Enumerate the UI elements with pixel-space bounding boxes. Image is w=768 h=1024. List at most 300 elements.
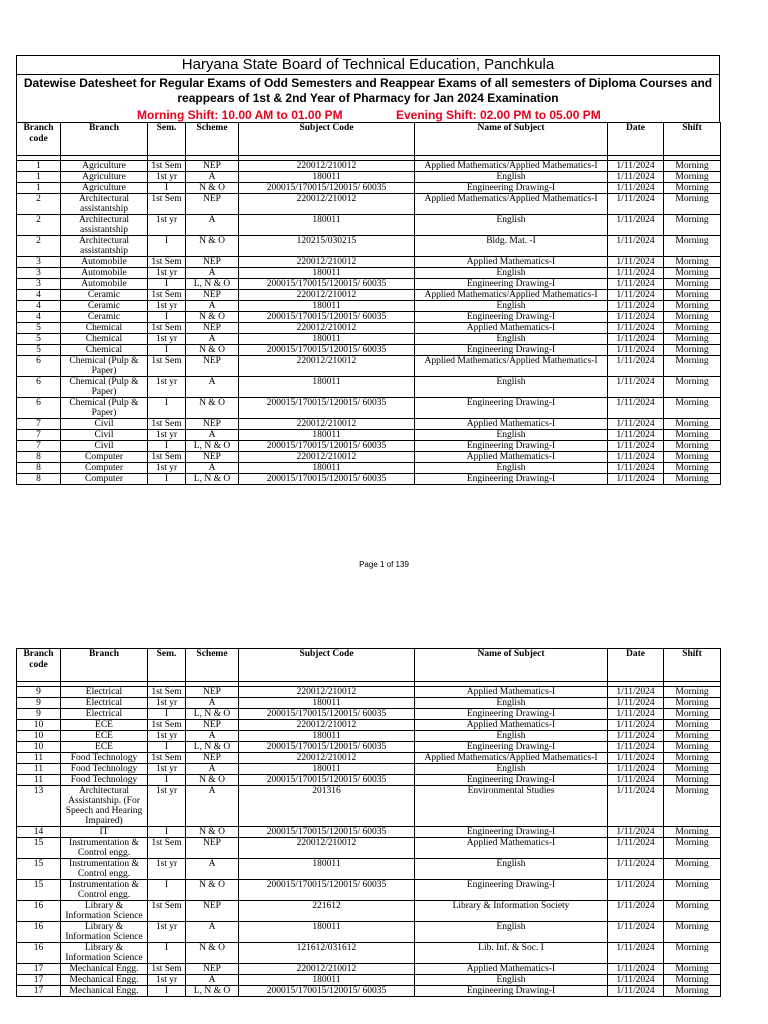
table-row	[17, 975, 721, 986]
cell-shift: Morning	[664, 720, 721, 731]
col-subject-code: Subject Code	[239, 649, 415, 682]
cell-subject-name: Applied Mathematics-I	[415, 257, 608, 268]
cell-subject-name: Library & Information Society	[415, 901, 608, 922]
cell-date: 1/11/2024	[608, 183, 664, 194]
cell-sem: I	[148, 742, 186, 753]
cell-shift: Morning	[664, 859, 721, 880]
cell-sem: I	[148, 775, 186, 786]
cell-branch-code: 11	[17, 753, 61, 764]
cell-date: 1/11/2024	[608, 301, 664, 312]
cell-subject-name: Engineering Drawing-I	[415, 827, 608, 838]
cell-branch-code: 16	[17, 922, 61, 943]
cell-sem: I	[148, 827, 186, 838]
cell-scheme: L, N & O	[186, 986, 239, 997]
cell-shift: Morning	[664, 377, 721, 398]
cell-sem: 1st yr	[148, 215, 186, 236]
table-row	[17, 430, 721, 441]
cell-subject-code: 180011	[239, 430, 415, 441]
cell-date: 1/11/2024	[608, 268, 664, 279]
table-row	[17, 194, 721, 215]
cell-branch: Civil	[61, 441, 148, 452]
cell-subject-name: English	[415, 172, 608, 183]
cell-sem: 1st yr	[148, 731, 186, 742]
cell-subject-code: 220012/210012	[239, 356, 415, 377]
cell-date: 1/11/2024	[608, 709, 664, 720]
cell-shift: Morning	[664, 183, 721, 194]
cell-date: 1/11/2024	[608, 731, 664, 742]
cell-branch-code: 9	[17, 698, 61, 709]
cell-branch: Automobile	[61, 279, 148, 290]
cell-shift: Morning	[664, 323, 721, 334]
cell-scheme: NEP	[186, 687, 239, 698]
cell-branch-code: 2	[17, 236, 61, 257]
cell-branch: Chemical (Pulp & Paper)	[61, 356, 148, 377]
cell-date: 1/11/2024	[608, 215, 664, 236]
cell-subject-code: 180011	[239, 764, 415, 775]
cell-sem: 1st yr	[148, 377, 186, 398]
cell-subject-name: English	[415, 463, 608, 474]
cell-branch: Library & Information Science	[61, 901, 148, 922]
col-sem: Sem.	[148, 649, 186, 682]
cell-scheme: L, N & O	[186, 709, 239, 720]
cell-branch-code: 4	[17, 312, 61, 323]
table-row	[17, 986, 721, 997]
cell-sem: I	[148, 943, 186, 964]
cell-branch: Electrical	[61, 687, 148, 698]
table-row	[17, 323, 721, 334]
cell-scheme: A	[186, 463, 239, 474]
cell-subject-name: English	[415, 377, 608, 398]
cell-subject-code: 180011	[239, 377, 415, 398]
table-row	[17, 377, 721, 398]
cell-branch: ECE	[61, 720, 148, 731]
cell-shift: Morning	[664, 419, 721, 430]
cell-branch: Mechanical Engg.	[61, 986, 148, 997]
cell-scheme: A	[186, 172, 239, 183]
cell-date: 1/11/2024	[608, 194, 664, 215]
cell-branch: IT	[61, 827, 148, 838]
cell-subject-name: Engineering Drawing-I	[415, 742, 608, 753]
cell-date: 1/11/2024	[608, 986, 664, 997]
cell-subject-code: 180011	[239, 731, 415, 742]
cell-shift: Morning	[664, 398, 721, 419]
cell-shift: Morning	[664, 236, 721, 257]
cell-scheme: N & O	[186, 827, 239, 838]
cell-subject-code: 201316	[239, 786, 415, 827]
cell-shift: Morning	[664, 474, 721, 485]
cell-date: 1/11/2024	[608, 441, 664, 452]
cell-date: 1/11/2024	[608, 880, 664, 901]
cell-date: 1/11/2024	[608, 975, 664, 986]
cell-shift: Morning	[664, 441, 721, 452]
cell-sem: 1st Sem	[148, 901, 186, 922]
cell-branch-code: 2	[17, 215, 61, 236]
cell-subject-name: Engineering Drawing-I	[415, 312, 608, 323]
cell-sem: 1st yr	[148, 975, 186, 986]
table-row	[17, 720, 721, 731]
cell-shift: Morning	[664, 194, 721, 215]
cell-shift: Morning	[664, 975, 721, 986]
cell-shift: Morning	[664, 786, 721, 827]
cell-branch: Electrical	[61, 698, 148, 709]
cell-subject-code: 220012/210012	[239, 720, 415, 731]
cell-subject-name: Applied Mathematics-I	[415, 720, 608, 731]
cell-scheme: A	[186, 301, 239, 312]
cell-subject-name: Applied Mathematics-I	[415, 419, 608, 430]
datesheet-page-1	[16, 55, 720, 485]
cell-sem: 1st Sem	[148, 753, 186, 764]
cell-shift: Morning	[664, 922, 721, 943]
datesheet-subtitle: Datewise Datesheet for Regular Exams of Odd Semesters and Reappear Exams of all semesters of Diploma Courses and reappears of 1st & 2nd Year of Pharmacy for Jan 2024 Examination	[16, 74, 720, 108]
cell-branch-code: 3	[17, 279, 61, 290]
cell-scheme: N & O	[186, 236, 239, 257]
cell-scheme: N & O	[186, 880, 239, 901]
cell-subject-name: Environmental Studies	[415, 786, 608, 827]
cell-sem: 1st Sem	[148, 161, 186, 172]
cell-branch-code: 15	[17, 859, 61, 880]
table-row	[17, 356, 721, 377]
cell-shift: Morning	[664, 709, 721, 720]
cell-subject-code: 220012/210012	[239, 161, 415, 172]
cell-sem: 1st Sem	[148, 838, 186, 859]
cell-sem: 1st yr	[148, 786, 186, 827]
cell-shift: Morning	[664, 172, 721, 183]
cell-sem: 1st Sem	[148, 964, 186, 975]
cell-date: 1/11/2024	[608, 901, 664, 922]
cell-scheme: NEP	[186, 290, 239, 301]
cell-date: 1/11/2024	[608, 398, 664, 419]
table-row	[17, 709, 721, 720]
cell-subject-code: 200015/170015/120015/ 60035	[239, 742, 415, 753]
cell-subject-code: 200015/170015/120015/ 60035	[239, 880, 415, 901]
col-scheme: Scheme	[186, 123, 239, 156]
cell-subject-code: 180011	[239, 301, 415, 312]
cell-subject-code: 220012/210012	[239, 323, 415, 334]
cell-date: 1/11/2024	[608, 943, 664, 964]
cell-branch-code: 5	[17, 345, 61, 356]
table-row	[17, 257, 721, 268]
cell-scheme: A	[186, 430, 239, 441]
cell-subject-name: Applied Mathematics-I	[415, 452, 608, 463]
cell-date: 1/11/2024	[608, 753, 664, 764]
cell-shift: Morning	[664, 279, 721, 290]
cell-branch-code: 9	[17, 687, 61, 698]
cell-shift: Morning	[664, 964, 721, 975]
cell-sem: I	[148, 345, 186, 356]
cell-shift: Morning	[664, 880, 721, 901]
cell-date: 1/11/2024	[608, 786, 664, 827]
cell-sem: I	[148, 474, 186, 485]
cell-branch: Chemical	[61, 323, 148, 334]
datesheet-page-2	[16, 648, 720, 997]
cell-date: 1/11/2024	[608, 430, 664, 441]
cell-shift: Morning	[664, 943, 721, 964]
cell-branch: Library & Information Science	[61, 922, 148, 943]
cell-branch: Automobile	[61, 268, 148, 279]
cell-sem: I	[148, 709, 186, 720]
cell-shift: Morning	[664, 731, 721, 742]
cell-sem: 1st Sem	[148, 720, 186, 731]
table-row	[17, 786, 721, 827]
cell-branch-code: 4	[17, 301, 61, 312]
cell-branch-code: 8	[17, 452, 61, 463]
col-subject-name: Name of Subject	[415, 123, 608, 156]
table-row	[17, 901, 721, 922]
cell-subject-name: Applied Mathematics/Applied Mathematics-I	[415, 753, 608, 764]
cell-subject-name: English	[415, 698, 608, 709]
cell-subject-name: Engineering Drawing-I	[415, 986, 608, 997]
cell-subject-name: Engineering Drawing-I	[415, 880, 608, 901]
cell-shift: Morning	[664, 838, 721, 859]
cell-subject-code: 200015/170015/120015/ 60035	[239, 827, 415, 838]
cell-branch: Library & Information Science	[61, 943, 148, 964]
cell-branch: Computer	[61, 474, 148, 485]
cell-branch: Automobile	[61, 257, 148, 268]
cell-branch-code: 3	[17, 268, 61, 279]
cell-branch: Ceramic	[61, 312, 148, 323]
col-branch-code: Branch code	[17, 649, 61, 682]
cell-subject-code: 200015/170015/120015/ 60035	[239, 279, 415, 290]
cell-subject-name: Engineering Drawing-I	[415, 398, 608, 419]
cell-scheme: A	[186, 268, 239, 279]
cell-scheme: N & O	[186, 398, 239, 419]
cell-subject-name: Applied Mathematics/Applied Mathematics-I	[415, 290, 608, 301]
cell-subject-code: 200015/170015/120015/ 60035	[239, 312, 415, 323]
cell-subject-code: 221612	[239, 901, 415, 922]
cell-branch-code: 17	[17, 986, 61, 997]
cell-date: 1/11/2024	[608, 742, 664, 753]
cell-subject-code: 200015/170015/120015/ 60035	[239, 441, 415, 452]
cell-sem: 1st Sem	[148, 194, 186, 215]
table-row	[17, 698, 721, 709]
col-subject-name: Name of Subject	[415, 649, 608, 682]
col-branch: Branch	[61, 123, 148, 156]
cell-branch-code: 8	[17, 474, 61, 485]
cell-scheme: N & O	[186, 312, 239, 323]
shift-timings	[16, 108, 720, 122]
cell-subject-name: Bldg. Mat. -I	[415, 236, 608, 257]
cell-shift: Morning	[664, 986, 721, 997]
table-row	[17, 775, 721, 786]
cell-subject-name: Applied Mathematics/Applied Mathematics-I	[415, 194, 608, 215]
datesheet-table-2	[16, 648, 721, 997]
table-row	[17, 398, 721, 419]
cell-subject-code: 180011	[239, 268, 415, 279]
cell-scheme: A	[186, 764, 239, 775]
table-row	[17, 183, 721, 194]
table-row	[17, 943, 721, 964]
cell-shift: Morning	[664, 215, 721, 236]
cell-subject-code: 180011	[239, 698, 415, 709]
table-row	[17, 290, 721, 301]
cell-shift: Morning	[664, 430, 721, 441]
cell-scheme: A	[186, 922, 239, 943]
cell-branch: Chemical	[61, 334, 148, 345]
cell-date: 1/11/2024	[608, 463, 664, 474]
cell-branch-code: 7	[17, 419, 61, 430]
cell-subject-name: English	[415, 922, 608, 943]
table-row	[17, 880, 721, 901]
cell-branch: Agriculture	[61, 172, 148, 183]
cell-scheme: N & O	[186, 943, 239, 964]
cell-sem: 1st yr	[148, 301, 186, 312]
cell-sem: 1st Sem	[148, 257, 186, 268]
cell-date: 1/11/2024	[608, 279, 664, 290]
cell-scheme: NEP	[186, 964, 239, 975]
col-shift: Shift	[664, 123, 721, 156]
cell-date: 1/11/2024	[608, 290, 664, 301]
cell-branch-code: 1	[17, 161, 61, 172]
table-row	[17, 161, 721, 172]
cell-scheme: A	[186, 377, 239, 398]
cell-branch-code: 6	[17, 377, 61, 398]
cell-subject-name: English	[415, 215, 608, 236]
col-branch-code: Branch code	[17, 123, 61, 156]
cell-subject-name: Engineering Drawing-I	[415, 183, 608, 194]
cell-subject-name: Engineering Drawing-I	[415, 279, 608, 290]
cell-subject-name: Applied Mathematics/Applied Mathematics-I	[415, 161, 608, 172]
cell-subject-code: 200015/170015/120015/ 60035	[239, 474, 415, 485]
cell-date: 1/11/2024	[608, 334, 664, 345]
cell-branch: Civil	[61, 419, 148, 430]
col-scheme: Scheme	[186, 649, 239, 682]
cell-sem: 1st Sem	[148, 356, 186, 377]
cell-shift: Morning	[664, 827, 721, 838]
cell-branch: Mechanical Engg.	[61, 964, 148, 975]
table-row	[17, 922, 721, 943]
cell-branch: Chemical (Pulp & Paper)	[61, 377, 148, 398]
cell-subject-code: 200015/170015/120015/ 60035	[239, 709, 415, 720]
cell-branch-code: 15	[17, 838, 61, 859]
cell-branch: Food Technology	[61, 764, 148, 775]
cell-shift: Morning	[664, 452, 721, 463]
cell-sem: I	[148, 986, 186, 997]
cell-scheme: A	[186, 334, 239, 345]
cell-branch: Agriculture	[61, 183, 148, 194]
cell-subject-name: Engineering Drawing-I	[415, 474, 608, 485]
cell-shift: Morning	[664, 334, 721, 345]
col-sem: Sem.	[148, 123, 186, 156]
cell-shift: Morning	[664, 290, 721, 301]
cell-scheme: N & O	[186, 775, 239, 786]
cell-branch-code: 3	[17, 257, 61, 268]
cell-subject-code: 180011	[239, 463, 415, 474]
table-row	[17, 827, 721, 838]
table-row	[17, 742, 721, 753]
cell-branch: Computer	[61, 463, 148, 474]
cell-scheme: L, N & O	[186, 474, 239, 485]
cell-sem: 1st Sem	[148, 687, 186, 698]
cell-shift: Morning	[664, 356, 721, 377]
cell-date: 1/11/2024	[608, 775, 664, 786]
cell-sem: 1st Sem	[148, 323, 186, 334]
cell-scheme: NEP	[186, 753, 239, 764]
cell-subject-code: 220012/210012	[239, 257, 415, 268]
cell-scheme: NEP	[186, 901, 239, 922]
cell-subject-name: English	[415, 764, 608, 775]
cell-scheme: N & O	[186, 183, 239, 194]
cell-date: 1/11/2024	[608, 345, 664, 356]
cell-date: 1/11/2024	[608, 720, 664, 731]
cell-subject-name: English	[415, 334, 608, 345]
cell-scheme: A	[186, 698, 239, 709]
cell-date: 1/11/2024	[608, 257, 664, 268]
cell-scheme: L, N & O	[186, 441, 239, 452]
cell-subject-code: 220012/210012	[239, 194, 415, 215]
cell-subject-name: English	[415, 430, 608, 441]
cell-branch: Ceramic	[61, 301, 148, 312]
cell-sem: 1st yr	[148, 172, 186, 183]
cell-sem: 1st yr	[148, 764, 186, 775]
cell-subject-name: Engineering Drawing-I	[415, 345, 608, 356]
cell-branch-code: 7	[17, 441, 61, 452]
cell-date: 1/11/2024	[608, 236, 664, 257]
cell-sem: 1st yr	[148, 698, 186, 709]
cell-scheme: N & O	[186, 345, 239, 356]
cell-branch-code: 9	[17, 709, 61, 720]
cell-subject-name: English	[415, 268, 608, 279]
cell-branch-code: 11	[17, 764, 61, 775]
datesheet-table-1	[16, 122, 721, 485]
cell-shift: Morning	[664, 345, 721, 356]
table-row	[17, 731, 721, 742]
cell-subject-name: Engineering Drawing-I	[415, 709, 608, 720]
cell-scheme: A	[186, 859, 239, 880]
cell-subject-name: English	[415, 301, 608, 312]
cell-date: 1/11/2024	[608, 356, 664, 377]
cell-branch-code: 4	[17, 290, 61, 301]
cell-date: 1/11/2024	[608, 922, 664, 943]
cell-branch: Civil	[61, 430, 148, 441]
cell-sem: I	[148, 279, 186, 290]
cell-scheme: NEP	[186, 257, 239, 268]
cell-shift: Morning	[664, 463, 721, 474]
cell-date: 1/11/2024	[608, 964, 664, 975]
cell-branch-code: 5	[17, 323, 61, 334]
cell-sem: I	[148, 880, 186, 901]
cell-date: 1/11/2024	[608, 687, 664, 698]
cell-scheme: A	[186, 215, 239, 236]
cell-branch: Architectural assistantship	[61, 215, 148, 236]
table-row	[17, 334, 721, 345]
cell-scheme: NEP	[186, 161, 239, 172]
cell-sem: I	[148, 441, 186, 452]
cell-scheme: A	[186, 975, 239, 986]
cell-branch: Instrumentation & Control engg.	[61, 859, 148, 880]
board-title: Haryana State Board of Technical Education, Panchkula	[16, 55, 720, 74]
cell-shift: Morning	[664, 698, 721, 709]
cell-subject-code: 220012/210012	[239, 419, 415, 430]
cell-sem: 1st yr	[148, 430, 186, 441]
cell-branch-code: 1	[17, 183, 61, 194]
cell-subject-code: 220012/210012	[239, 687, 415, 698]
cell-shift: Morning	[664, 301, 721, 312]
cell-shift: Morning	[664, 742, 721, 753]
cell-subject-name: Engineering Drawing-I	[415, 775, 608, 786]
cell-scheme: L, N & O	[186, 742, 239, 753]
cell-sem: I	[148, 398, 186, 419]
cell-scheme: NEP	[186, 194, 239, 215]
table-row	[17, 764, 721, 775]
cell-sem: I	[148, 236, 186, 257]
cell-subject-name: Applied Mathematics-I	[415, 964, 608, 975]
table-header-row	[17, 649, 721, 682]
cell-shift: Morning	[664, 775, 721, 786]
table-row	[17, 301, 721, 312]
cell-sem: 1st Sem	[148, 419, 186, 430]
table-row	[17, 474, 721, 485]
cell-shift: Morning	[664, 312, 721, 323]
